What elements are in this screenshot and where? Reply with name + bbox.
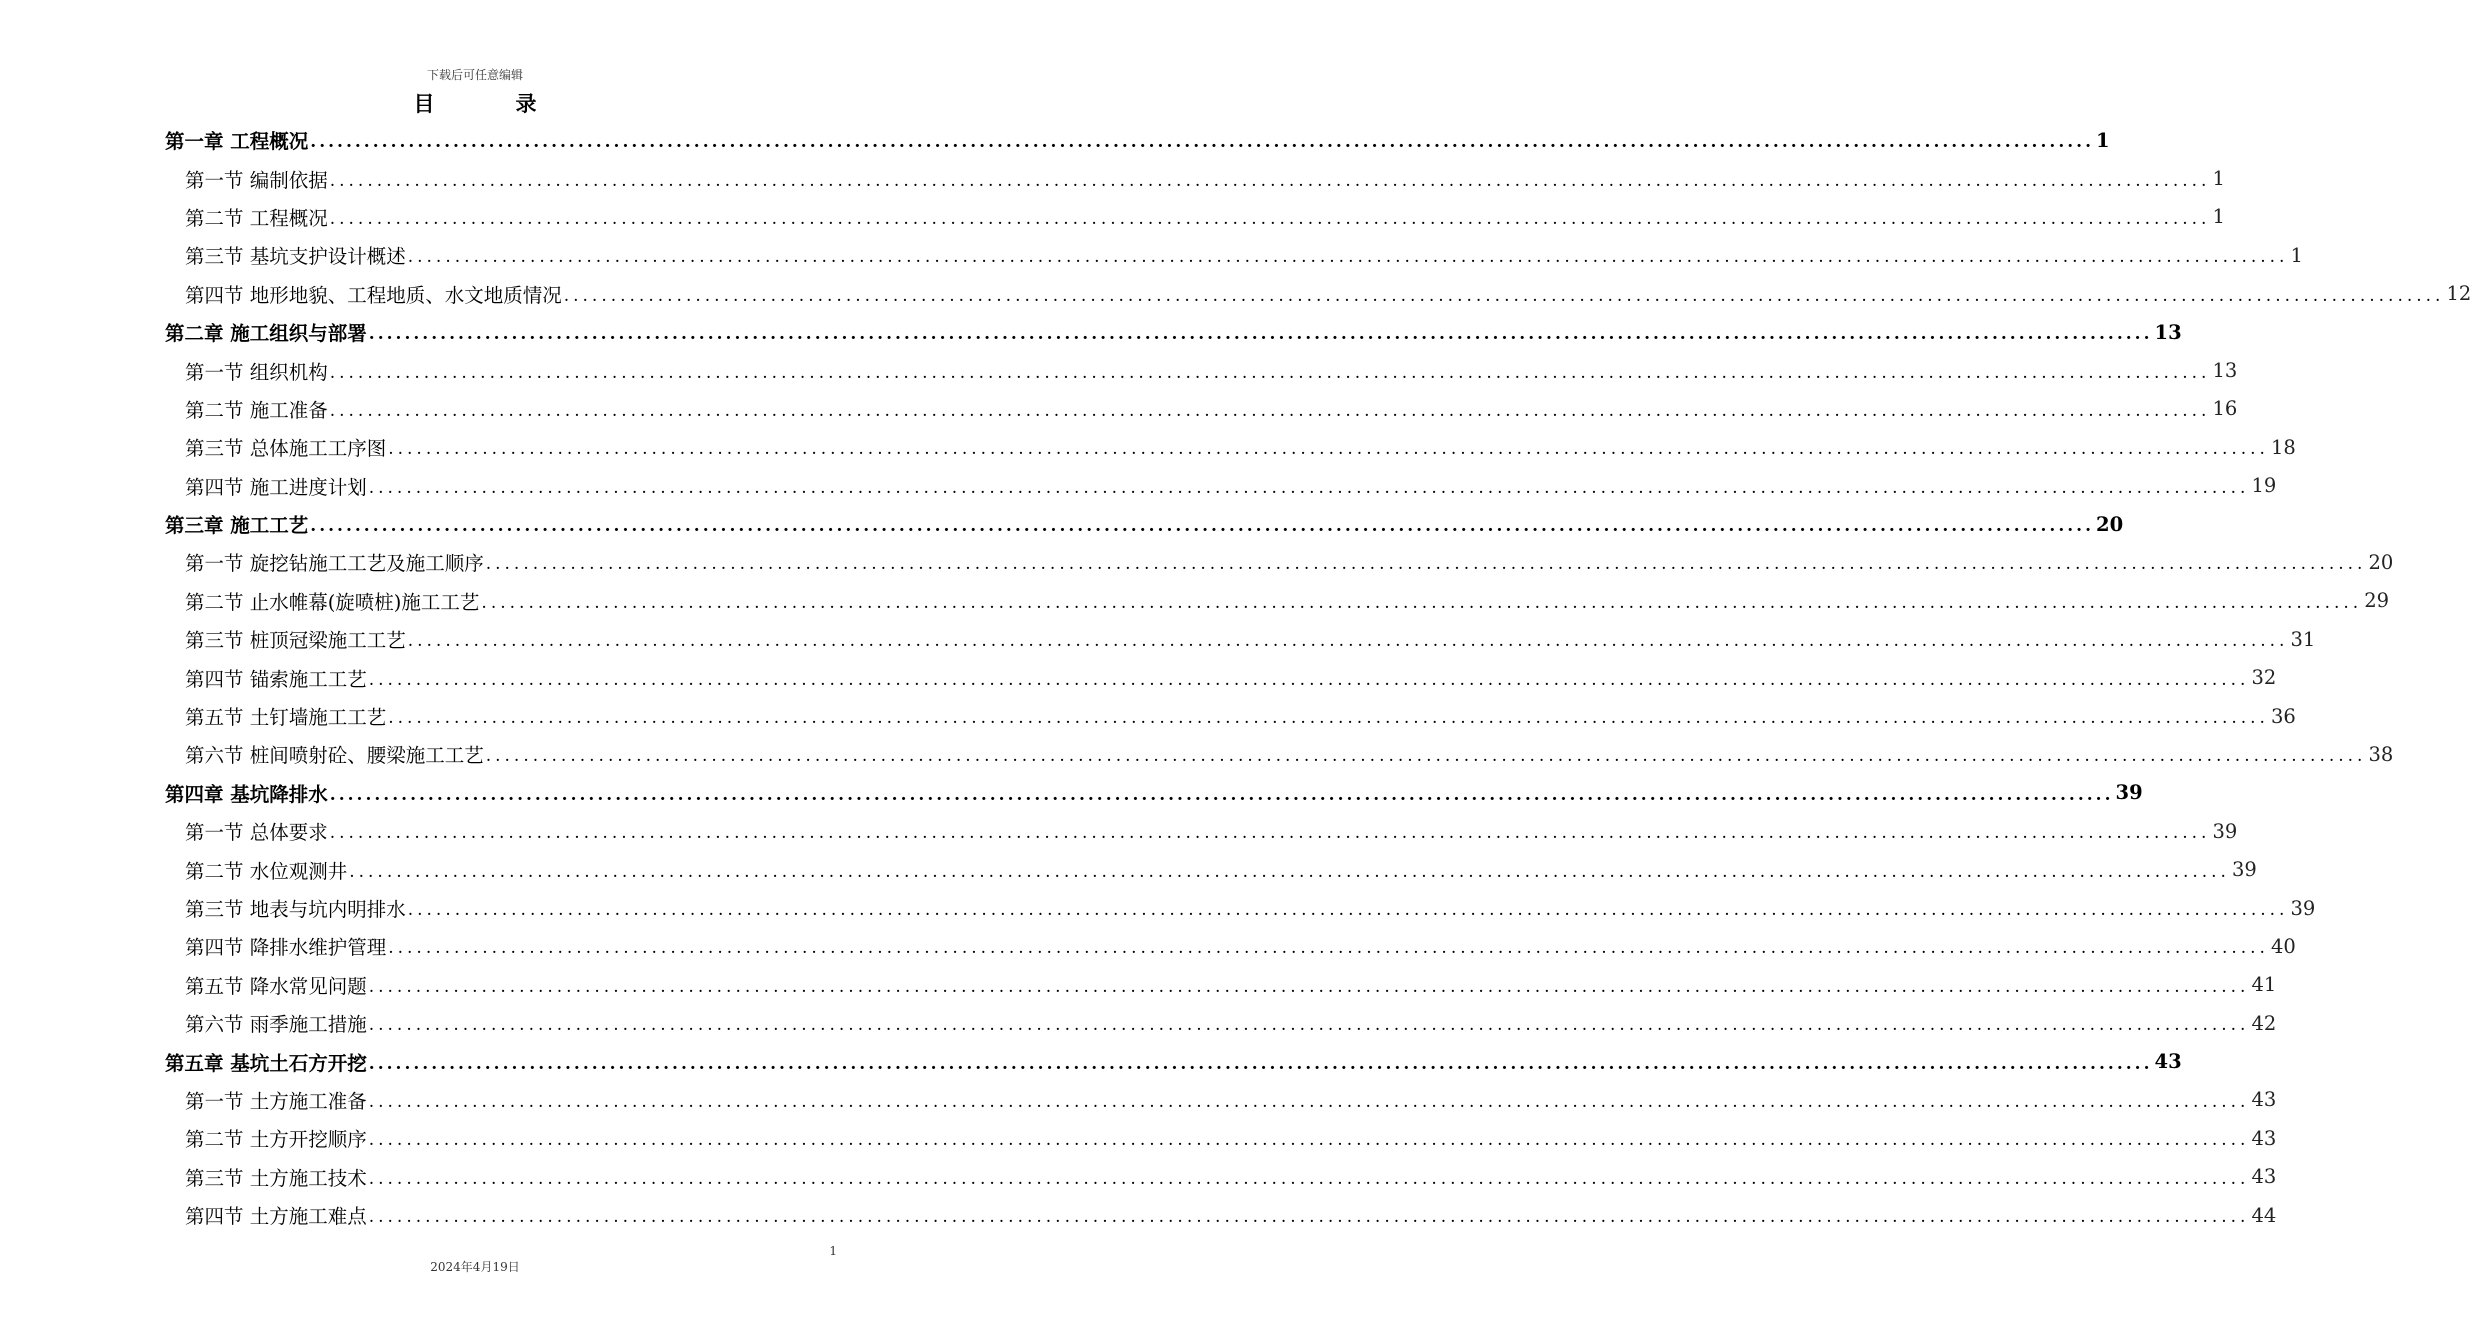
toc-section-entry[interactable] xyxy=(165,697,2296,735)
toc-entry-label: 第三节 地表与坑内明排水 xyxy=(185,898,406,921)
toc-entry-label: 第二节 工程概况 xyxy=(185,206,328,230)
toc-chapter-entry[interactable] xyxy=(165,313,2182,351)
toc-section-entry[interactable] xyxy=(165,159,2225,197)
dot-leader: ........................................................................................................................................................................................................ xyxy=(368,1207,2250,1228)
toc-entry-label: 第五节 土钉墙施工工艺 xyxy=(185,706,387,730)
toc-chapter-entry[interactable] xyxy=(165,1042,2182,1080)
toc-entry-label: 第二节 止水帷幕(旋喷桩)施工工艺 xyxy=(185,590,480,614)
dot-leader: ........................................................................................................................................................................................................ xyxy=(329,823,2211,844)
toc-section-entry[interactable] xyxy=(165,620,2316,658)
dot-leader: ........................................................................................................................................................................................................ xyxy=(329,170,2211,191)
toc-entry-page: 44 xyxy=(2251,1203,2277,1227)
toc-entry-page: 36 xyxy=(2270,704,2296,728)
dot-leader: ........................................................................................................................................................................................................ xyxy=(407,900,2289,920)
toc-entry-label: 第五节 降水常见问题 xyxy=(185,974,367,998)
toc-chapter-entry[interactable] xyxy=(165,121,2110,159)
toc-entry-page: 13 xyxy=(2154,320,2182,344)
dot-leader: ........................................................................................................................................................................................................ xyxy=(368,1091,2250,1112)
dot-leader: ........................................................................................................................................................................................................ xyxy=(368,477,2250,498)
table-of-contents xyxy=(165,121,2471,1234)
toc-section-entry[interactable] xyxy=(165,658,2277,696)
toc-section-entry[interactable] xyxy=(165,1196,2277,1234)
toc-entry-label: 第三节 基坑支护设计概述 xyxy=(185,245,406,269)
toc-entry-label: 第一节 旋挖钻施工工艺及施工顺序 xyxy=(185,552,484,576)
toc-entry-page: 29 xyxy=(2364,589,2390,613)
toc-chapter-entry[interactable] xyxy=(165,774,2143,812)
toc-entry-label: 第三章 施工工艺 xyxy=(165,514,309,538)
toc-entry-page: 41 xyxy=(2251,973,2277,997)
toc-entry-label: 第二节 土方开挖顺序 xyxy=(185,1128,367,1152)
toc-section-entry[interactable] xyxy=(165,275,2471,313)
toc-section-entry[interactable] xyxy=(165,351,2238,389)
toc-entry-label: 第一节 组织机构 xyxy=(185,360,328,384)
toc-entry-label: 第一节 土方施工准备 xyxy=(185,1089,367,1113)
toc-entry-label: 第二节 水位观测井 xyxy=(185,859,348,883)
toc-section-entry[interactable] xyxy=(165,966,2277,1004)
dot-leader: ........................................................................................................................................................................................................ xyxy=(388,938,2269,959)
toc-entry-page: 13 xyxy=(2212,359,2238,383)
dot-leader: ........................................................................................................................................................................................................ xyxy=(329,400,2211,421)
toc-entry-page: 1 xyxy=(2290,243,2303,267)
dot-leader: ........................................................................................................................................................................................................ xyxy=(485,746,2367,767)
toc-entry-page: 39 xyxy=(2212,819,2238,843)
toc-section-entry[interactable] xyxy=(165,582,2390,620)
toc-entry-page: 39 xyxy=(2290,896,2316,920)
dot-leader: ........................................................................................................................................................................................................ xyxy=(368,1015,2250,1036)
dot-leader: ........................................................................................................................................................................................................ xyxy=(368,1168,2250,1189)
toc-entry-label: 第四章 基坑降排水 xyxy=(165,782,328,806)
header-note: 下载后可任意编辑 xyxy=(426,68,523,82)
dot-leader: ........................................................................................................................................................................................................ xyxy=(407,247,2289,268)
toc-entry-label: 第一节 编制依据 xyxy=(185,168,328,192)
toc-entry-label: 第二节 施工准备 xyxy=(185,398,328,422)
toc-entry-label: 第四节 施工进度计划 xyxy=(185,475,367,499)
dot-leader: ........................................................................................................................................................................................................ xyxy=(368,669,2250,690)
dot-leader: ........................................................................................................................................................................................................ xyxy=(388,439,2269,460)
toc-entry-label: 第一章 工程概况 xyxy=(165,130,309,154)
toc-entry-label: 第三节 桩顶冠梁施工工艺 xyxy=(185,629,406,653)
toc-entry-page: 1 xyxy=(2096,128,2110,152)
toc-entry-label: 第三节 总体施工工序图 xyxy=(185,437,387,461)
toc-section-entry[interactable] xyxy=(165,812,2238,850)
toc-entry-page: 20 xyxy=(2096,512,2124,536)
dot-leader: ........................................................................................................................................................................................................ xyxy=(368,324,2153,345)
dot-leader: ........................................................................................................................................................................................................ xyxy=(329,784,2114,805)
toc-section-entry[interactable] xyxy=(165,543,2394,581)
toc-entry-label: 第五章 基坑土石方开挖 xyxy=(165,1051,367,1075)
toc-entry-page: 1 xyxy=(2212,205,2225,229)
dot-leader: ........................................................................................................................................................................................................ xyxy=(310,132,2094,153)
toc-entry-page: 43 xyxy=(2251,1126,2277,1150)
dot-leader: ........................................................................................................................................................................................................ xyxy=(349,861,2230,882)
toc-entry-page: 38 xyxy=(2368,742,2394,766)
toc-entry-page: 16 xyxy=(2212,397,2238,421)
toc-section-entry[interactable] xyxy=(165,236,2303,274)
toc-section-entry[interactable] xyxy=(165,1158,2277,1196)
toc-section-entry[interactable] xyxy=(165,850,2257,888)
dot-leader: ........................................................................................................................................................................................................ xyxy=(329,208,2211,229)
toc-entry-page: 42 xyxy=(2251,1011,2277,1035)
toc-entry-page: 12 xyxy=(2446,282,2471,306)
toc-entry-label: 第六节 桩间喷射砼、腰梁施工工艺 xyxy=(185,744,484,768)
toc-section-entry[interactable] xyxy=(165,428,2296,466)
toc-entry-page: 39 xyxy=(2231,858,2257,882)
toc-section-entry[interactable] xyxy=(165,198,2225,236)
toc-entry-page: 43 xyxy=(2251,1165,2277,1189)
toc-entry-page: 20 xyxy=(2368,550,2394,574)
dot-leader: ........................................................................................................................................................................................................ xyxy=(310,516,2094,537)
dot-leader: ........................................................................................................................................................................................................ xyxy=(388,708,2269,729)
toc-entry-page: 32 xyxy=(2251,666,2277,690)
toc-section-entry[interactable] xyxy=(165,735,2394,773)
toc-section-entry[interactable] xyxy=(165,1004,2277,1042)
dot-leader: ........................................................................................................................................................................................................ xyxy=(481,592,2363,613)
toc-section-entry[interactable] xyxy=(165,390,2238,428)
dot-leader: ........................................................................................................................................................................................................ xyxy=(368,1130,2250,1151)
dot-leader: ........................................................................................................................................................................................................ xyxy=(368,1053,2153,1074)
toc-title: 目 录 xyxy=(413,91,567,116)
toc-section-entry[interactable] xyxy=(165,1081,2277,1119)
toc-section-entry[interactable] xyxy=(165,467,2277,505)
toc-entry-page: 19 xyxy=(2251,474,2277,498)
dot-leader: ........................................................................................................................................................................................................ xyxy=(407,631,2289,652)
toc-entry-label: 第四节 降排水维护管理 xyxy=(185,936,387,960)
toc-section-entry[interactable] xyxy=(165,1119,2277,1157)
dot-leader: ........................................................................................................................................................................................................ xyxy=(329,362,2211,383)
footer-date: 2024年4月19日 xyxy=(430,1260,520,1274)
toc-entry-label: 第四节 土方施工难点 xyxy=(185,1205,367,1229)
toc-section-entry[interactable] xyxy=(165,927,2296,965)
toc-entry-label: 第六节 雨季施工措施 xyxy=(185,1013,367,1037)
toc-chapter-entry[interactable] xyxy=(165,505,2124,543)
toc-section-entry[interactable] xyxy=(165,889,2316,927)
dot-leader: ........................................................................................................................................................................................................ xyxy=(485,554,2367,575)
toc-entry-page: 43 xyxy=(2154,1050,2182,1074)
toc-entry-label: 第四节 锚索施工工艺 xyxy=(185,667,367,691)
toc-entry-page: 40 xyxy=(2270,934,2296,958)
toc-entry-label: 第三节 土方施工技术 xyxy=(185,1166,367,1190)
toc-entry-label: 第一节 总体要求 xyxy=(185,821,328,845)
dot-leader: ........................................................................................................................................................................................................ xyxy=(368,976,2250,997)
toc-entry-page: 43 xyxy=(2251,1088,2277,1112)
toc-entry-page: 1 xyxy=(2212,167,2225,191)
toc-entry-label: 第四节 地形地貌、工程地质、水文地质情况 xyxy=(185,283,562,307)
toc-entry-page: 31 xyxy=(2290,627,2316,651)
toc-entry-label: 第二章 施工组织与部署 xyxy=(165,322,367,346)
page-number: 1 xyxy=(829,1244,837,1258)
toc-entry-page: 18 xyxy=(2270,435,2296,459)
toc-entry-page: 39 xyxy=(2115,781,2143,805)
dot-leader: ........................................................................................................................................................................................................ xyxy=(563,285,2445,306)
